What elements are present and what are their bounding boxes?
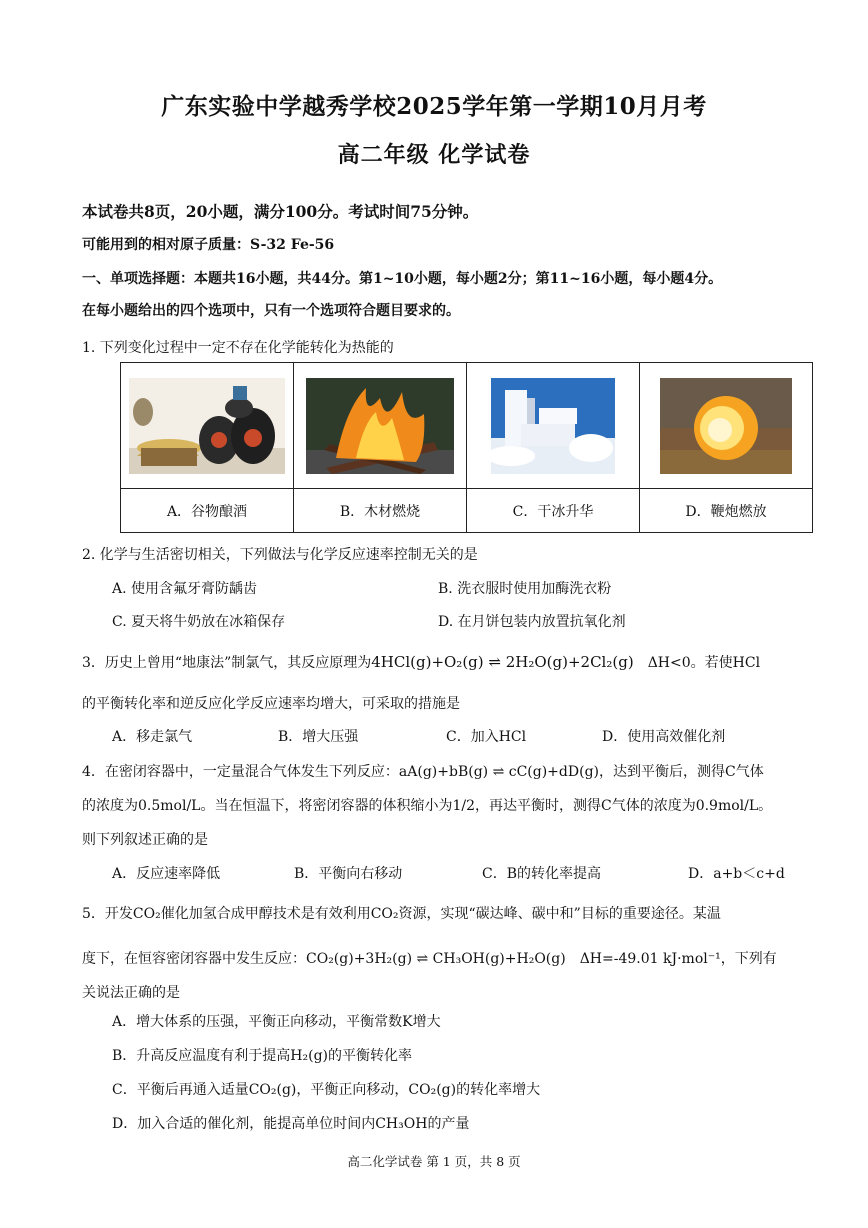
q3-enthalpy: ΔH<0: [647, 655, 691, 671]
q2-option-a[interactable]: A. 使用含氟牙膏防龋齿: [112, 581, 258, 597]
q5-stem-pre: 度下，在恒容密闭容器中发生反应：: [82, 951, 306, 967]
section-instruction: 在每小题给出的四个选项中，只有一个选项符合题目要求的。: [82, 303, 460, 319]
q5-stem-post: ，下列有: [720, 951, 777, 967]
q5-stem-line2: [82, 948, 777, 968]
exam-subtitle: 高二年级 化学试卷: [337, 142, 531, 168]
section-description: 本题共16小题，共44分。第1~10小题，每小题2分；第11~16小题，每小题4分。: [194, 271, 723, 287]
explosion-image: [660, 378, 792, 474]
q5-option-d[interactable]: D．加入合适的催化剂，能提高单位时间内CH₃OH的产量: [112, 1116, 470, 1132]
q4-option-d[interactable]: D．a+b＜c+d: [688, 866, 785, 882]
exam-title: 广东实验中学越秀学校2025学年第一学期10月月考: [161, 93, 707, 120]
q3-stem-line2: 的平衡转化率和逆反应化学反应速率均增大，可采取的措施是: [82, 696, 460, 712]
q5-option-a[interactable]: A．增大体系的压强，平衡正向移动，平衡常数K增大: [112, 1014, 441, 1030]
q1-image-cell-c: [467, 363, 640, 489]
campfire-image: [306, 378, 454, 474]
q5-option-c[interactable]: C．平衡后再通入适量CO₂(g)，平衡正向移动，CO₂(g)的转化率增大: [112, 1082, 541, 1098]
q1-option-b[interactable]: B．木材燃烧: [294, 489, 467, 533]
q4-option-c[interactable]: C．B的转化率提高: [482, 866, 601, 882]
q4-option-a[interactable]: A．反应速率降低: [112, 866, 221, 882]
q3-option-d[interactable]: D．使用高效催化剂: [602, 729, 726, 745]
atomic-masses: 可能用到的相对原子质量：S-32 Fe-56: [82, 237, 335, 253]
q5-enthalpy: ΔH=-49.01 kJ·mol⁻¹: [579, 951, 721, 967]
q5-option-b[interactable]: B．升高反应温度有利于提高H₂(g)的平衡转化率: [112, 1048, 412, 1064]
section-title: 一、单项选择题：: [82, 271, 194, 287]
q1-image-table: [120, 362, 813, 533]
q1-option-c[interactable]: C．干冰升华: [467, 489, 640, 533]
page-footer: 高二化学试卷 第 1 页，共 8 页: [347, 1154, 521, 1169]
q4-stem: 4．在密闭容器中，一定量混合气体发生下列反应：aA(g)+bB(g) ⇌ cC(g)+dD(g)，达到平衡后，测得C气体: [82, 764, 764, 780]
q1-option-a[interactable]: A．谷物酿酒: [121, 489, 294, 533]
wine-jars-image: [129, 378, 285, 474]
q3-stem-post: 。若使HCl: [690, 655, 761, 671]
q1-stem: 1. 下列变化过程中一定不存在化学能转化为热能的: [82, 340, 394, 356]
section-header: [82, 268, 722, 288]
q5-stem: 5．开发CO₂催化加氢合成甲醇技术是有效利用CO₂资源，实现“碳达峰、碳中和”目标的重要途径。某温: [82, 906, 721, 922]
q5-equation: CO₂(g)+3H₂(g) ⇌ CH₃OH(g)+H₂O(g): [306, 951, 566, 967]
q3-stem: [82, 652, 760, 672]
exam-info: 本试卷共8页，20小题，满分100分。考试时间75分钟。: [82, 202, 479, 221]
q2-stem: 2. 化学与生活密切相关，下列做法与化学反应速率控制无关的是: [82, 547, 478, 563]
q4-option-b[interactable]: B．平衡向右移动: [294, 866, 403, 882]
q3-option-b[interactable]: B．增大压强: [278, 729, 359, 745]
q2-option-c[interactable]: C. 夏天将牛奶放在冰箱保存: [112, 614, 286, 630]
q3-option-a[interactable]: A．移走氯气: [112, 729, 193, 745]
q1-image-cell-b: [294, 363, 467, 489]
q3-stem-pre: 3．历史上曾用“地康法”制氯气，其反应原理为: [82, 655, 372, 671]
q4-stem-line2: 的浓度为0.5mol/L。当在恒温下，将密闭容器的体积缩小为1/2，再达平衡时，测得C气体的浓度为0.9mol/L。: [82, 798, 773, 814]
q4-stem-line3: 则下列叙述正确的是: [82, 832, 208, 848]
dry-ice-image: [491, 378, 615, 474]
q2-option-d[interactable]: D. 在月饼包装内放置抗氧化剂: [438, 614, 626, 630]
q1-option-d[interactable]: D．鞭炮燃放: [640, 489, 813, 533]
q1-image-cell-a: [121, 363, 294, 489]
q1-image-cell-d: [640, 363, 813, 489]
q5-stem-line3: 关说法正确的是: [82, 985, 180, 1001]
q3-option-c[interactable]: C．加入HCl: [446, 729, 527, 745]
q2-option-b[interactable]: B. 洗衣服时使用加酶洗衣粉: [438, 581, 612, 597]
q3-equation: 4HCl(g)+O₂(g) ⇌ 2H₂O(g)+2Cl₂(g): [371, 653, 634, 671]
